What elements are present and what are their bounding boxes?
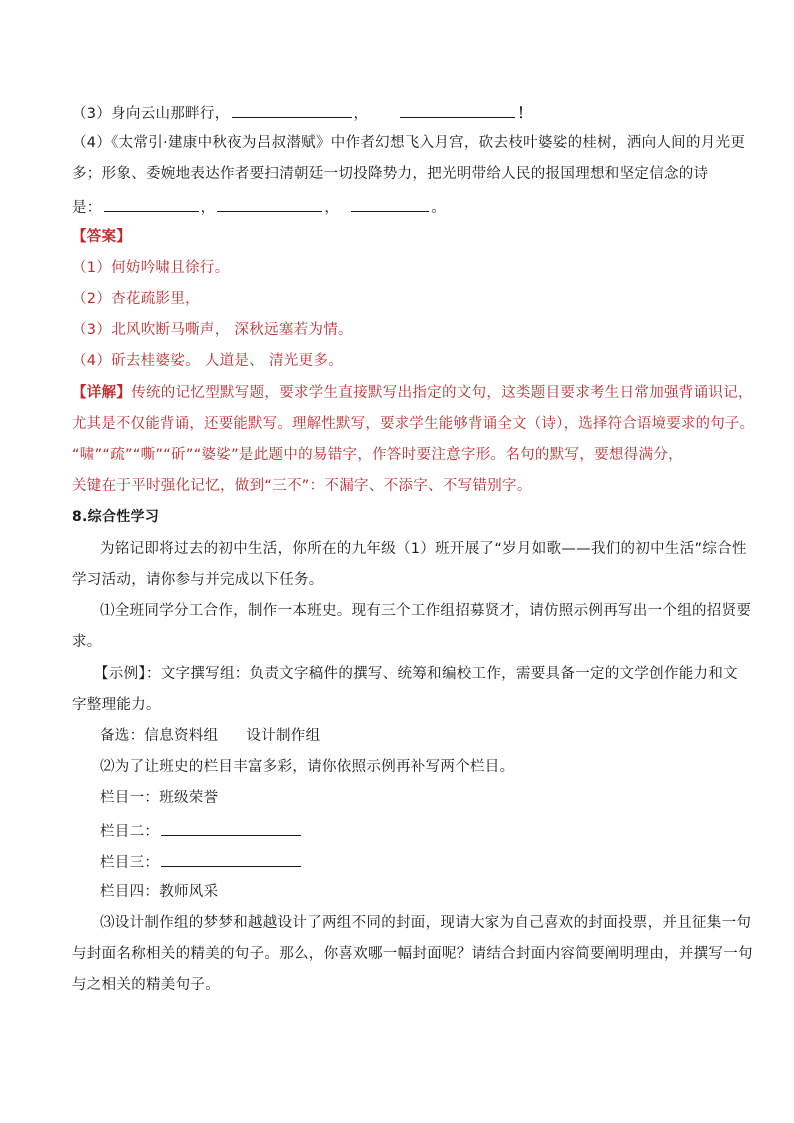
answer-blank <box>104 196 199 212</box>
question-4-line-3-end: 。 <box>431 200 447 216</box>
answer-heading: 【答案】 <box>72 229 132 245</box>
answer-blank <box>232 102 352 118</box>
column-2 <box>100 820 303 842</box>
detail-line-1 <box>72 383 753 403</box>
question-4-line-3-prefix: 是： <box>72 200 102 216</box>
question-3 <box>72 102 532 124</box>
detail-line-4: 关键在于平时强化记忆，做到“三不”：不漏字、不添字、不写错别字。 <box>72 478 532 494</box>
options-second: 设计制作组 <box>246 728 321 744</box>
detail-heading: 【详解】 <box>72 385 132 401</box>
options-label: 备选：信息资料组 <box>100 728 219 744</box>
question-3-end: ！ <box>517 106 533 122</box>
question-4-line-2: 多；形象、委婉地表达作者要扫清朝廷一切投降势力，把光明带给人民的报国理想和坚定信念的诗 <box>72 166 709 182</box>
column-2-label: 栏目二： <box>100 824 160 840</box>
task-2: ⑵为了让班史的栏目丰富多彩，请你依照示例再补写两个栏目。 <box>100 759 515 775</box>
options-line <box>100 726 320 746</box>
question-3-sep: ， <box>353 106 369 122</box>
task-3-line-1: ⑶设计制作组的梦梦和越越设计了两组不同的封面，现请大家为自己喜欢的封面投票，并且征集一句 <box>100 915 752 931</box>
answer-blank <box>351 196 429 212</box>
column-1: 栏目一：班级荣誉 <box>100 790 219 806</box>
task-3-line-3: 与之相关的精美句子。 <box>72 977 220 993</box>
answer-blank <box>161 820 301 836</box>
answer-blank <box>217 196 322 212</box>
question-3-prefix: （3）身向云山那畔行， <box>72 106 230 122</box>
question-4-line-3-sep: ， <box>200 200 216 216</box>
answer-blank <box>400 102 515 118</box>
answer-blank <box>161 851 301 867</box>
example-line-2: 字整理能力。 <box>72 697 161 713</box>
column-3-label: 栏目三： <box>100 855 160 871</box>
answer-2: （2）杏花疏影里， <box>72 291 200 307</box>
answer-4: （4）斫去桂婆娑。 人道是、 清光更多。 <box>72 353 343 369</box>
intro-line-2: 学习活动，请你参与并完成以下任务。 <box>72 572 324 588</box>
detail-line-2: 尤其是不仅能背诵，还要能默写。理解性默写，要求学生能够背诵全文（诗），选择符合语境要求的句子。 <box>72 416 755 432</box>
example-line-1: 【示例】：文字撰写组：负责文字稿件的撰写、统筹和编校工作，需要具备一定的文学创作能力和文 <box>94 666 738 682</box>
intro-line-1: 为铭记即将过去的初中生活，你所在的九年级（1）班开展了“岁月如歌——我们的初中生活”综合性 <box>100 541 747 557</box>
detail-text-1: 传统的记忆型默写题，要求学生直接默写出指定的文句，这类题目要求考生日常加强背诵识记， <box>131 385 753 401</box>
task-1-line-1: ⑴全班同学分工合作，制作一本班史。现有三个工作组招募贤才，请仿照示例再写出一个组的招贤要 <box>100 603 752 619</box>
question-4-line-3-sep-2: ， <box>324 200 340 216</box>
answer-3: （3）北风吹断马嘶声， 深秋远塞若为情。 <box>72 322 353 338</box>
section-8-title: 8.综合性学习 <box>72 509 160 525</box>
detail-line-3: “啸”“疏”“嘶”“斫”“婆娑”是此题中的易错字，作答时要注意字形。名句的默写，要想得满分， <box>72 447 683 463</box>
question-4-line-3 <box>72 196 446 218</box>
column-3 <box>100 851 303 873</box>
task-1-line-2: 求。 <box>72 634 102 650</box>
column-4: 栏目四：教师风采 <box>100 884 219 900</box>
answer-1: （1）何妨吟啸且徐行。 <box>72 260 230 276</box>
question-4-line-1: （4）《太常引·建康中秋夜为吕叔潜赋》中作者幻想飞入月宫，砍去枝叶婆娑的桂树，洒向人间的月光更 <box>72 135 746 151</box>
task-3-line-2: 与封面名称相关的精美的句子。那么，你喜欢哪一幅封面呢？请结合封面内容简要阐明理由，并撰写一句 <box>72 946 753 962</box>
